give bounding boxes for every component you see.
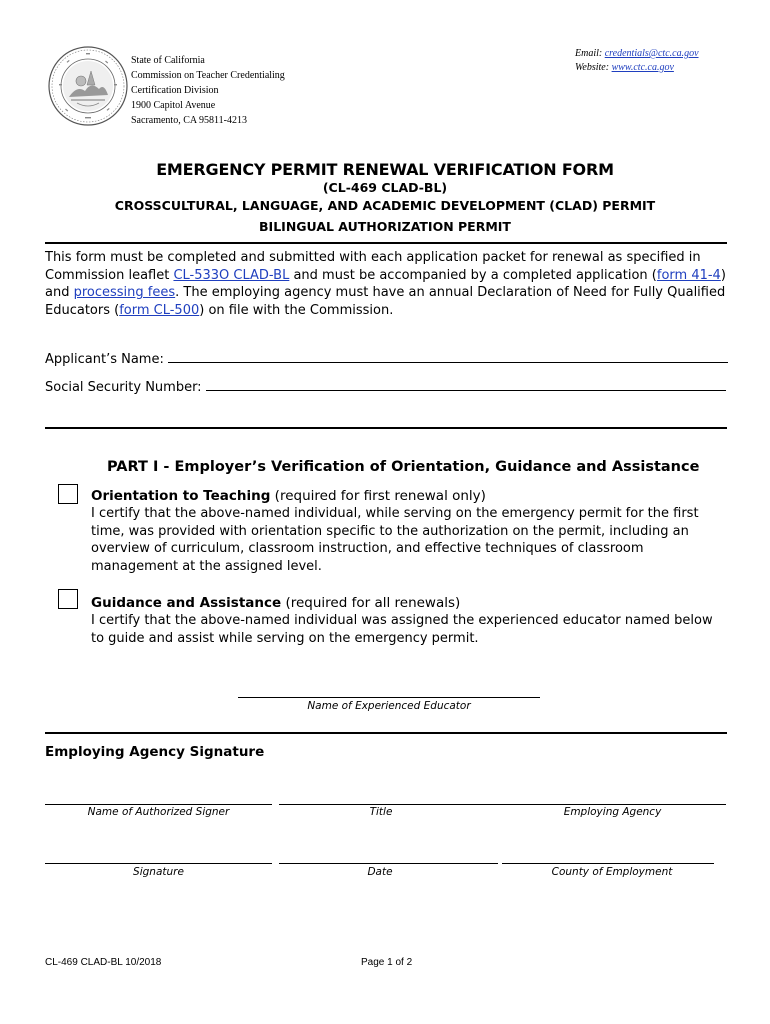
- title-divider: [45, 242, 727, 244]
- authorized-signer-field[interactable]: [45, 804, 272, 805]
- contact-info: [575, 47, 699, 75]
- signature-field[interactable]: [45, 863, 272, 864]
- experienced-educator-label: Name of Experienced Educator: [307, 700, 471, 712]
- employing-agency-field[interactable]: [499, 804, 726, 805]
- orientation-title: Orientation to Teaching: [91, 488, 271, 504]
- signature-label: Signature: [133, 866, 184, 878]
- county-field[interactable]: [502, 863, 714, 864]
- address-line: State of California: [131, 55, 205, 66]
- applicant-name-label: Applicant’s Name:: [45, 352, 164, 367]
- website-label: Website:: [575, 62, 612, 73]
- intro-paragraph: [45, 249, 730, 319]
- intro-text: ) and: [45, 267, 726, 300]
- address-line: Commission on Teacher Credentialing: [131, 70, 285, 81]
- website-link[interactable]: www.ctc.ca.gov: [611, 62, 674, 73]
- email-label: Email:: [575, 48, 605, 59]
- orientation-note: (required for first renewal only): [270, 488, 486, 504]
- applicant-name-field[interactable]: [168, 349, 728, 363]
- orientation-body: I certify that the above-named individual, while serving on the emergency permit for the first time, was provided with orientation specific to the authorization on the permit, including an overview of curriculum, classroom instruction, and effective techniques of classroom management at the assigned level.: [91, 506, 699, 574]
- intro-text: . The employing agency must have an annual Declaration of Need for Fully Qualified Educators (: [45, 285, 726, 318]
- authorization-title: BILINGUAL AUTHORIZATION PERMIT: [259, 219, 511, 234]
- county-label: County of Employment: [551, 866, 673, 878]
- title-field[interactable]: [279, 804, 499, 805]
- orientation-checkbox[interactable]: [58, 484, 78, 504]
- address-line: 1900 Capitol Avenue: [131, 100, 216, 111]
- application-form-link[interactable]: form 41-4: [656, 267, 721, 283]
- email-link[interactable]: credentials@ctc.ca.gov: [604, 48, 699, 59]
- agency-divider: [45, 732, 727, 734]
- agency-signature-heading: Employing Agency Signature: [45, 744, 265, 760]
- leaflet-link[interactable]: CL-533O CLAD-BL: [173, 267, 290, 283]
- section-divider: [45, 427, 727, 429]
- date-field[interactable]: [279, 863, 498, 864]
- experienced-educator-field[interactable]: [238, 697, 540, 698]
- guidance-body: I certify that the above-named individual was assigned the experienced educator named below to guide and assist while serving on the emergency permit.: [91, 613, 713, 646]
- applicant-name-row: [45, 349, 728, 367]
- address-line: Certification Division: [131, 85, 219, 96]
- intro-text: This form must be completed and submitted with each application packet for renewal as specified in Commission leaflet: [45, 250, 701, 283]
- intro-text: and must be accompanied by a completed application (: [289, 267, 657, 283]
- form-title: EMERGENCY PERMIT RENEWAL VERIFICATION FORM: [156, 160, 614, 179]
- ssn-row: [45, 377, 726, 395]
- guidance-checkbox[interactable]: [58, 589, 78, 609]
- title-label: Title: [369, 806, 393, 818]
- orientation-heading: [91, 488, 486, 504]
- agency-address: [131, 53, 285, 128]
- authorized-signer-label: Name of Authorized Signer: [87, 806, 230, 818]
- processing-fees-link[interactable]: processing fees: [73, 285, 176, 300]
- ssn-field[interactable]: [206, 377, 726, 391]
- form-code: (CL-469 CLAD-BL): [322, 180, 448, 195]
- footer-form-id: CL-469 CLAD-BL 10/2018: [45, 957, 162, 968]
- declaration-form-link[interactable]: form CL-500: [119, 302, 200, 318]
- date-label: Date: [367, 866, 393, 878]
- intro-text: ) on file with the Commission.: [199, 302, 394, 318]
- ssn-label: Social Security Number:: [45, 380, 202, 395]
- guidance-title: Guidance and Assistance: [91, 595, 282, 611]
- california-ctc-seal-icon: [47, 45, 129, 127]
- footer-page-number: Page 1 of 2: [361, 957, 413, 968]
- guidance-note: (required for all renewals): [281, 595, 461, 611]
- part1-heading: PART I - Employer’s Verification of Orientation, Guidance and Assistance: [107, 459, 700, 475]
- employing-agency-label: Employing Agency: [563, 806, 662, 818]
- address-line: Sacramento, CA 95811-4213: [131, 115, 248, 126]
- permit-title: CROSSCULTURAL, LANGUAGE, AND ACADEMIC DEVELOPMENT (CLAD) PERMIT: [114, 198, 656, 213]
- guidance-heading: [91, 595, 460, 611]
